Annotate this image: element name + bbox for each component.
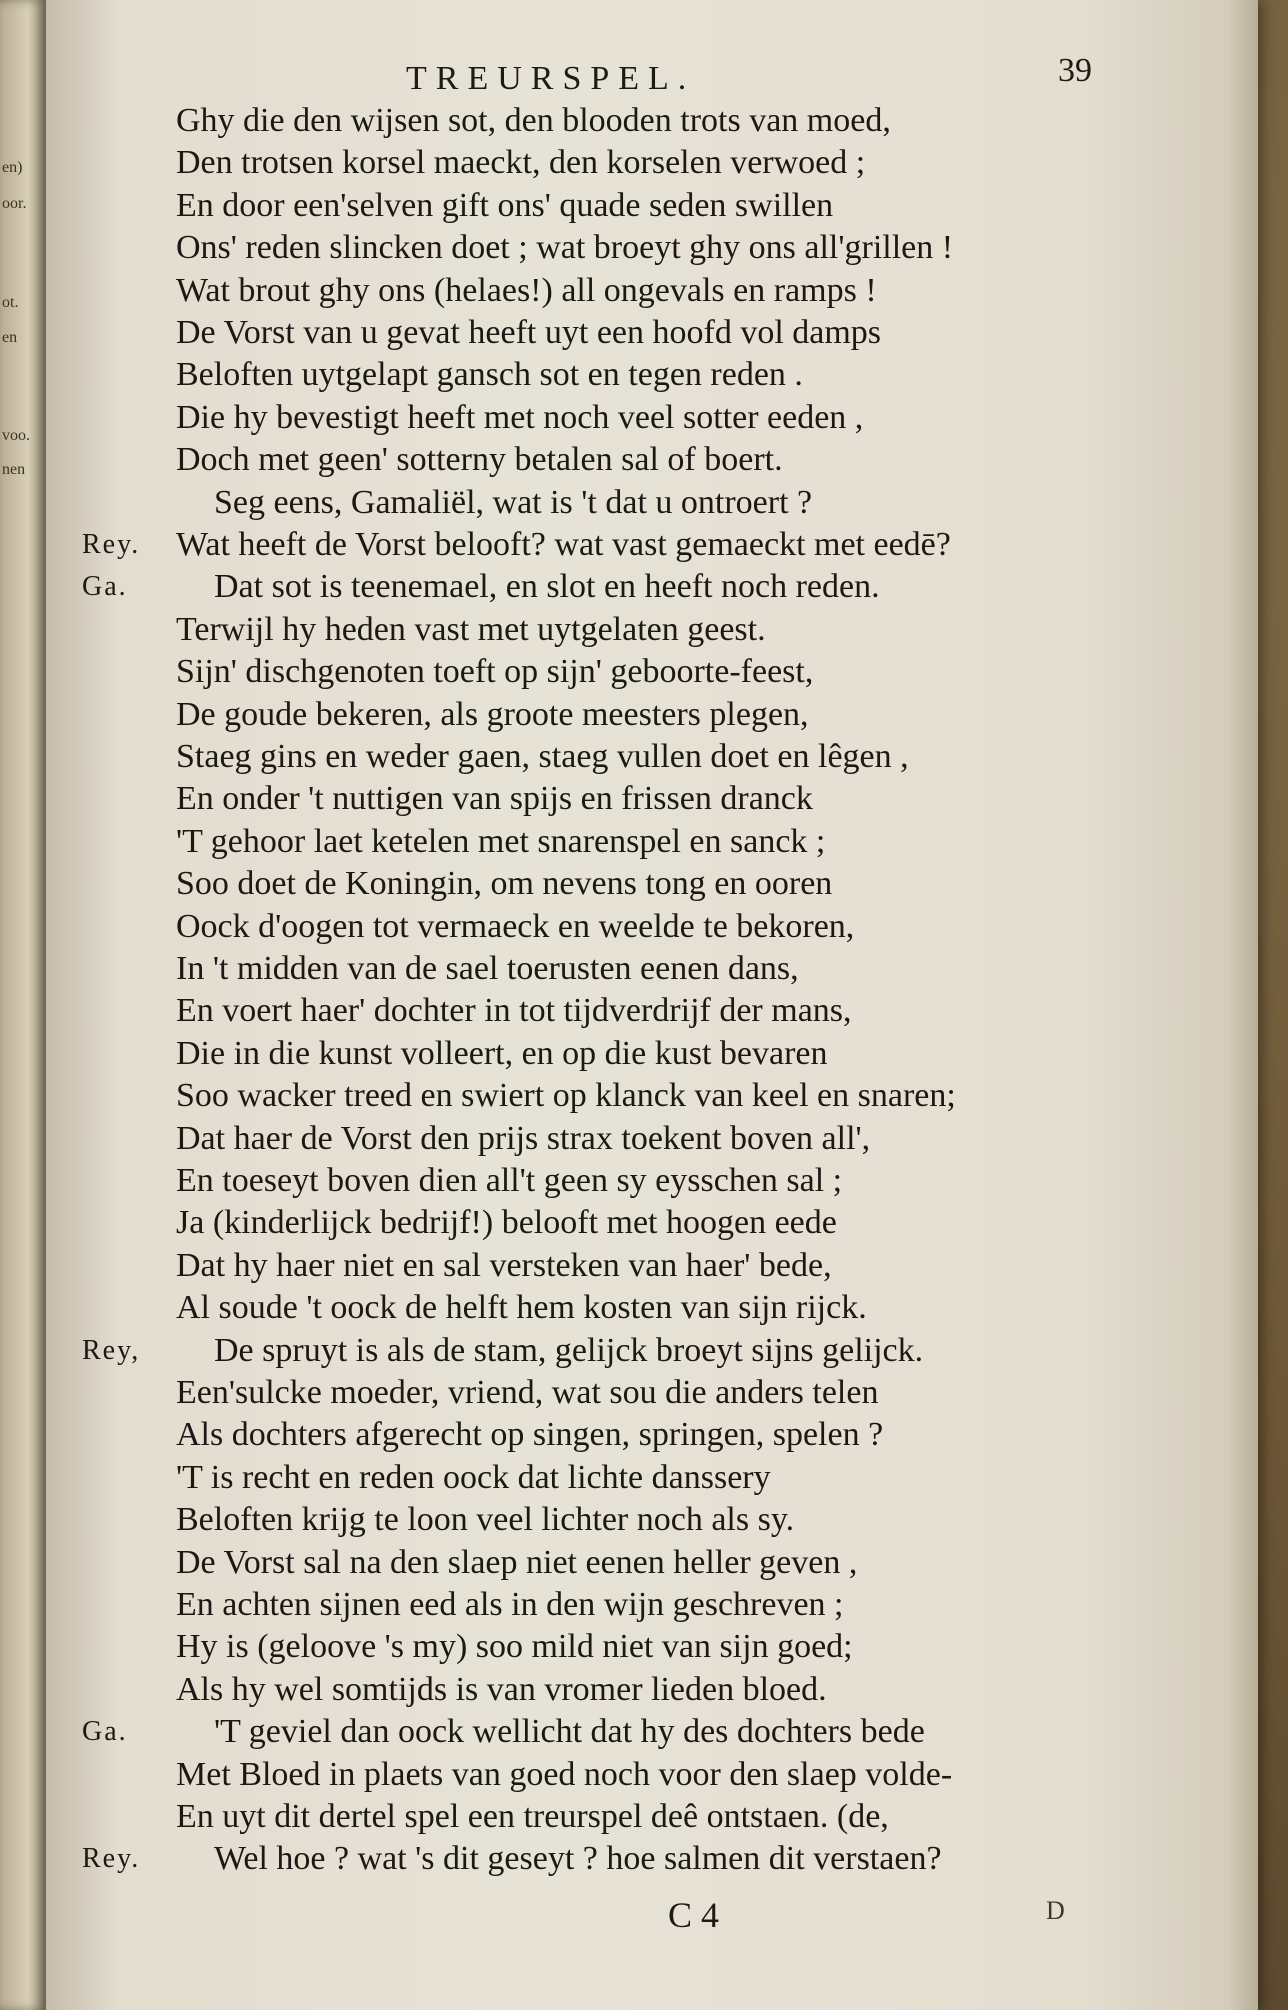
verse-line-text: De spruyt is als de stam, gelijck broeyt sijns gelijck.: [214, 1331, 924, 1369]
verse-line-text: Die hy bevestigt heeft met noch veel sotter eeden ,: [176, 398, 864, 436]
left-page-fragment: oor.: [2, 196, 27, 212]
page-header: [46, 52, 1258, 102]
verse-line-text: Dat hy haer niet en sal versteken van haer' bede,: [176, 1246, 832, 1284]
verse-line-text: 'T geviel dan oock wellicht dat hy des dochters bede: [214, 1713, 925, 1751]
verse-line-text: Ons' reden slincken doet ; wat broeyt ghy ons all'grillen !: [176, 229, 954, 267]
verse-line-text: Met Bloed in plaets van goed noch voor den slaep volde-: [176, 1755, 953, 1793]
verse-line: [46, 1330, 1258, 1372]
left-page-fragment: en): [2, 160, 23, 176]
verse-line-text: Beloften krijg te loon veel lichter noch als sy.: [176, 1501, 795, 1539]
page-number: 39: [1058, 52, 1092, 89]
verse-line: [46, 1669, 1258, 1711]
verse-line: [46, 1372, 1258, 1414]
verse-line: [46, 1033, 1258, 1075]
verse-line-text: In 't midden van de sael toerusten eenen dans,: [176, 950, 799, 987]
verse-line-text: Al soude 't oock de helft hem kosten van sijn rijck.: [176, 1289, 867, 1327]
verse-line-text: Een'sulcke moeder, vriend, wat sou die anders telen: [176, 1374, 879, 1411]
verse-line: [46, 651, 1258, 693]
verse-line: [46, 312, 1258, 354]
verse-line-text: En uyt dit dertel spel een treurspel deê ontstaen. (de,: [176, 1798, 889, 1835]
verse-line: [46, 566, 1258, 608]
signature-mark: C 4: [668, 1895, 720, 1935]
verse-line: [46, 354, 1258, 396]
verse-line-text: En door een'selven gift ons' quade seden swillen: [176, 186, 834, 224]
verse-line: [46, 1075, 1258, 1117]
verse-line-text: En onder 't nuttigen van spijs en frissen dranck: [176, 780, 813, 818]
verse-line-text: Beloften uytgelapt gansch sot en tegen reden .: [176, 356, 803, 394]
verse-line: [46, 1457, 1258, 1499]
verse-line: [46, 397, 1258, 439]
verse-line: [46, 906, 1258, 948]
verse-line: [46, 863, 1258, 905]
verse-line-text: Seg eens, Gamaliël, wat is 't dat u ontroert ?: [214, 483, 813, 521]
speaker-label: Rey.: [82, 529, 141, 560]
book-page: [46, 0, 1258, 2010]
left-page-fragment: ot.: [2, 295, 19, 311]
verse-line: [46, 227, 1258, 269]
verse-line-text: 'T gehoor laet ketelen met snarenspel en sanck ;: [176, 822, 826, 860]
running-head: TREURSPEL.: [406, 60, 696, 97]
verse-line: [46, 1160, 1258, 1202]
verse-line: [46, 270, 1258, 312]
verse-line-text: Oock d'oogen tot vermaeck en weelde te bekoren,: [176, 907, 855, 945]
speaker-label: Rey,: [82, 1334, 141, 1366]
verse-line: [46, 1838, 1258, 1880]
verse-line-text: Den trotsen korsel maeckt, den korselen verwoed ;: [176, 144, 866, 182]
verse-line: [46, 1287, 1258, 1329]
verse-line-text: De Vorst van u gevat heeft uyt een hoofd vol damps: [176, 314, 882, 351]
verse-line-text: Ja (kinderlijck bedrijf!) belooft met hoogen eede: [176, 1204, 837, 1242]
verse-line: [46, 694, 1258, 736]
verse-line-text: Hy is (geloove 's my) soo mild niet van sijn goed;: [176, 1628, 853, 1666]
verse-line-text: Staeg gins en weder gaen, staeg vullen doet en lêgen ,: [176, 738, 909, 775]
verse-line-text: Dat haer de Vorst den prijs strax toekent boven all',: [176, 1119, 871, 1157]
verse-line-text: Die in die kunst volleert, en op die kust bevaren: [176, 1034, 828, 1072]
facing-page-edge: [0, 0, 46, 2010]
verse-line: [46, 778, 1258, 820]
speaker-label: Ga.: [82, 1716, 128, 1748]
verse-line-text: En toeseyt boven dien all't geen sy eysschen sal ;: [176, 1162, 843, 1199]
verse-line-text: Wat heeft de Vorst belooft? wat vast gemaeckt met eedē?: [176, 526, 951, 563]
verse-line-text: Wel hoe ? wat 's dit geseyt ? hoe salmen dit verstaen?: [214, 1840, 942, 1878]
left-page-fragment: en: [2, 330, 18, 346]
verse-line-text: Als hy wel somtijds is van vromer lieden bloed.: [176, 1670, 827, 1708]
verse-line-text: De Vorst sal na den slaep niet eenen heller geven ,: [176, 1543, 858, 1581]
verse-line: [46, 1584, 1258, 1626]
verse-line: [46, 1499, 1258, 1541]
verse-line: [46, 1796, 1258, 1838]
verse-line: [46, 100, 1258, 142]
speaker-label: Rey.: [82, 1843, 141, 1875]
verse-line: [46, 1754, 1258, 1796]
verse-line-text: Soo doet de Koningin, om nevens tong en ooren: [176, 865, 833, 903]
catchword: D: [1046, 1896, 1065, 1925]
verse-line-text: 'T is recht en reden oock dat lichte danssery: [176, 1458, 771, 1496]
verse-line: [46, 1711, 1258, 1753]
verse-line: [46, 524, 1258, 566]
verse-line-text: En achten sijnen eed als in den wijn geschreven ;: [176, 1586, 844, 1623]
verse-line-text: Terwijl hy heden vast met uytgelaten geest.: [176, 610, 766, 648]
verse-line: [46, 948, 1258, 990]
verse-line: [46, 1245, 1258, 1287]
verse-line: [46, 1542, 1258, 1584]
verse-line: [46, 1626, 1258, 1668]
verse-line-text: En voert haer' dochter in tot tijdverdrijf der mans,: [176, 992, 852, 1030]
verse-line: [46, 1414, 1258, 1456]
left-page-fragment: nen: [2, 462, 26, 478]
verse-line-text: Wat brout ghy ons (helaes!) all ongevals en ramps !: [176, 271, 877, 309]
verse-line-text: Dat sot is teenemael, en slot en heeft noch reden.: [214, 568, 880, 606]
verse-line-text: Doch met geen' sotterny betalen sal of boert.: [176, 441, 783, 479]
verse-line: [46, 609, 1258, 651]
verse-line: [46, 736, 1258, 778]
verse-line-text: Sijn' dischgenoten toeft op sijn' geboorte-feest,: [176, 653, 814, 691]
verse-line-text: Als dochters afgerecht op singen, springen, spelen ?: [176, 1416, 884, 1454]
verse-line: [46, 821, 1258, 863]
left-page-fragment: voo.: [2, 428, 30, 444]
verse-line: [46, 482, 1258, 524]
verse-line-text: De goude bekeren, als groote meesters plegen,: [176, 695, 809, 733]
verse-line: [46, 1118, 1258, 1160]
verse-line: [46, 990, 1258, 1032]
verse-line-text: Soo wacker treed en swiert op klanck van keel en snaren;: [176, 1077, 956, 1115]
speaker-label: Ga.: [82, 571, 128, 603]
verse-line: [46, 439, 1258, 481]
verse-line: [46, 1202, 1258, 1244]
verse-line-text: Ghy die den wijsen sot, den blooden trots van moed,: [176, 102, 891, 139]
verse-line: [46, 142, 1258, 184]
verse-line: [46, 185, 1258, 227]
